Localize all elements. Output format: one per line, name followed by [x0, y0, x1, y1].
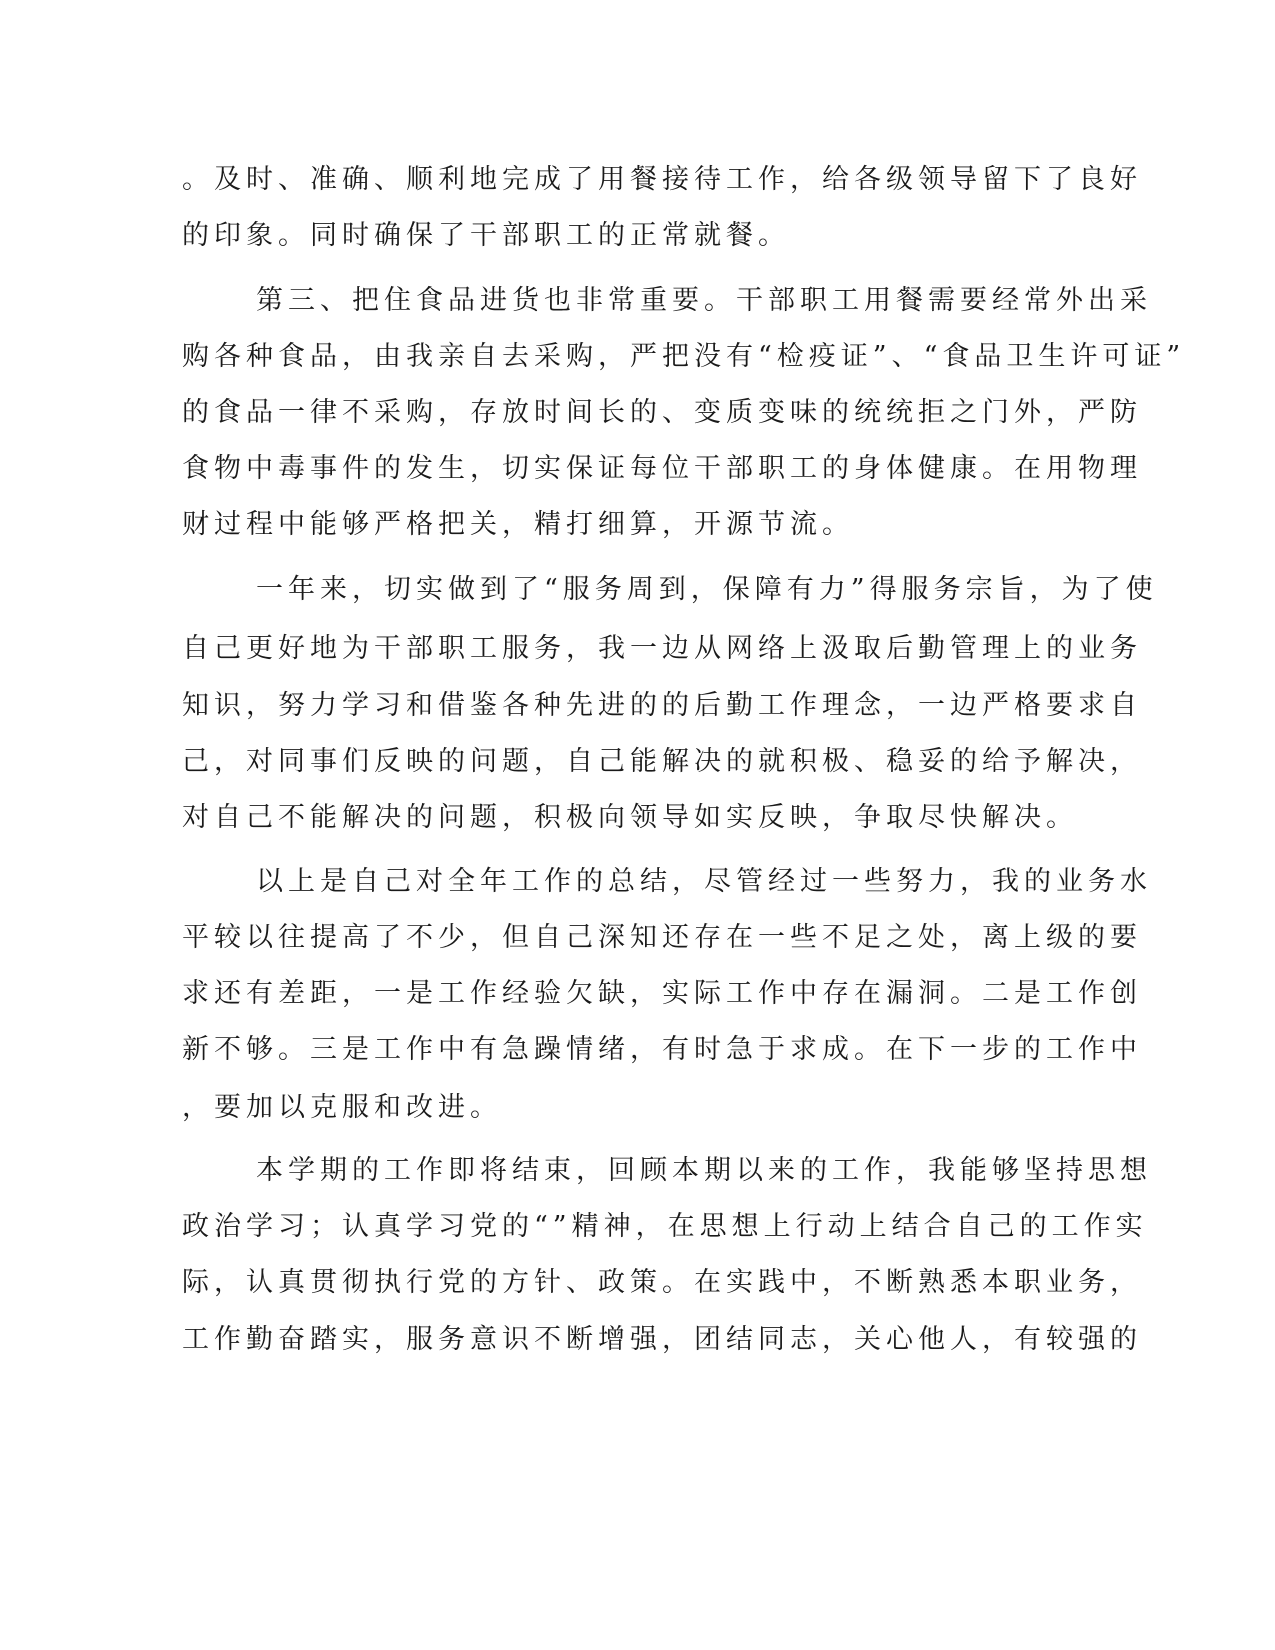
text-line: 自己更好地为干部职工服务，我一边从网络上汲取后勤管理上的业务 [182, 633, 1142, 664]
text-line: 购各种食品，由我亲自去采购，严把没有“检疫证”、“食品卫生许可证” [182, 341, 1186, 372]
text-line: 的食品一律不采购，存放时间长的、变质变味的统统拒之门外，严防 [182, 397, 1142, 428]
text-line: 求还有差距，一是工作经验欠缺，实际工作中存在漏洞。二是工作创 [182, 978, 1142, 1009]
text-line: 。及时、准确、顺利地完成了用餐接待工作，给各级领导留下了良好 [182, 164, 1142, 195]
text-line: 对自己不能解决的问题，积极向领导如实反映，争取尽快解决。 [182, 802, 1078, 833]
text-line: 食物中毒事件的发生，切实保证每位干部职工的身体健康。在用物理 [182, 453, 1142, 484]
paragraph-start-line: 一年来，切实做到了“服务周到，保障有力”得服务宗旨，为了使 [256, 574, 1158, 605]
text-line: 政治学习；认真学习党的“”精神，在思想上行动上结合自己的工作实 [182, 1211, 1148, 1242]
paragraph-start-line: 本学期的工作即将结束，回顾本期以来的工作，我能够坚持思想 [256, 1155, 1152, 1186]
paragraph-start-line: 第三、把住食品进货也非常重要。干部职工用餐需要经常外出采 [256, 285, 1152, 316]
paragraph-start-line: 以上是自己对全年工作的总结，尽管经过一些努力，我的业务水 [256, 866, 1152, 897]
text-line: 工作勤奋踏实，服务意识不断增强，团结同志，关心他人，有较强的 [182, 1324, 1142, 1355]
text-line: 知识，努力学习和借鉴各种先进的的后勤工作理念，一边严格要求自 [182, 690, 1142, 721]
text-line: 平较以往提高了不少，但自己深知还存在一些不足之处，离上级的要 [182, 922, 1142, 953]
text-line: 己，对同事们反映的问题，自己能解决的就积极、稳妥的给予解决， [182, 746, 1142, 777]
text-line: 际，认真贯彻执行党的方针、政策。在实践中，不断熟悉本职业务， [182, 1267, 1142, 1298]
text-line: 财过程中能够严格把关，精打细算，开源节流。 [182, 509, 854, 540]
text-line: ，要加以克服和改进。 [182, 1092, 502, 1123]
text-line: 新不够。三是工作中有急躁情绪，有时急于求成。在下一步的工作中 [182, 1034, 1142, 1065]
text-line: 的印象。同时确保了干部职工的正常就餐。 [182, 220, 790, 251]
